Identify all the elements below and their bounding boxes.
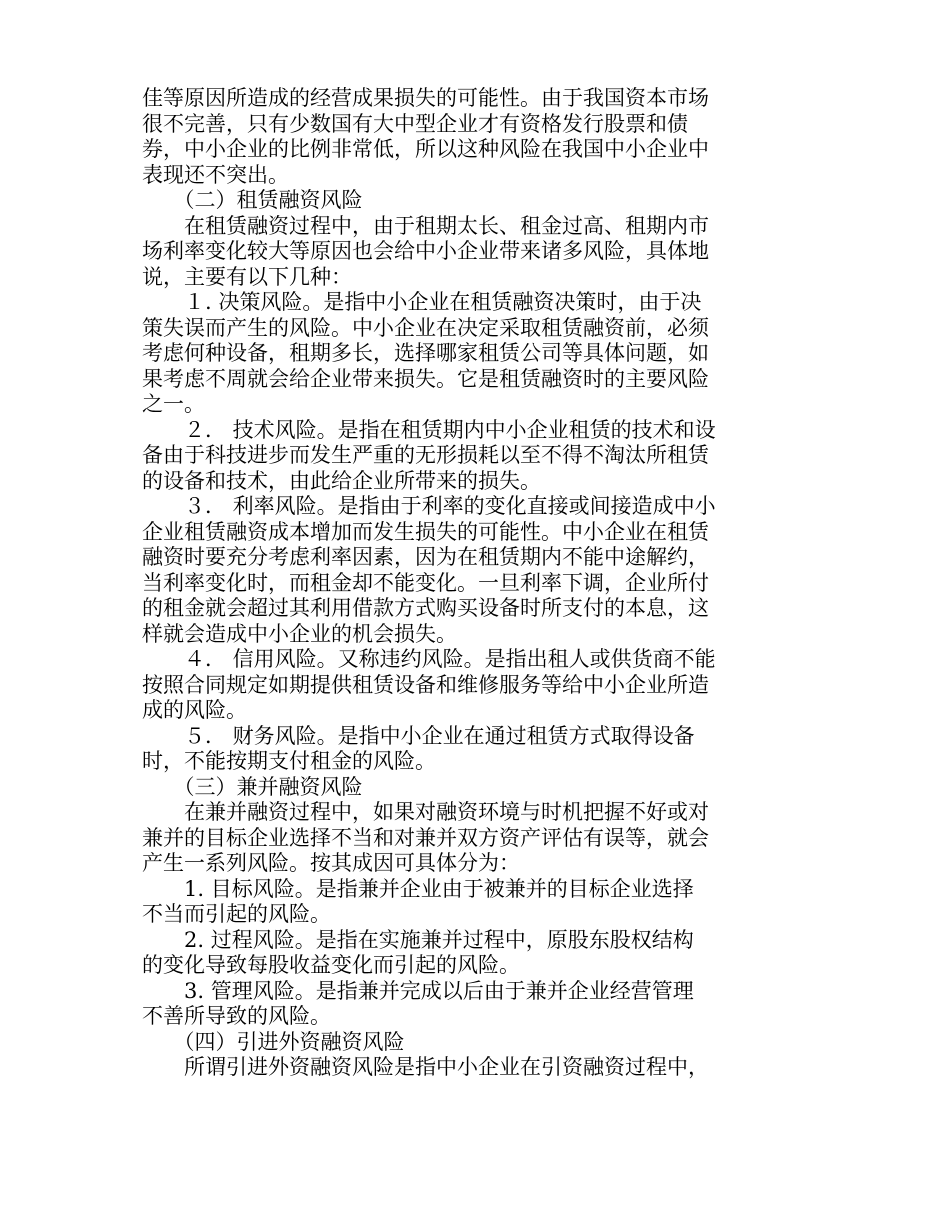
text-line: 券，中小企业的比例非常低，所以这种风险在我国中小企业中 [142, 137, 709, 161]
text-line: 产生一系列风险。按其成因可具体分为： [142, 851, 520, 875]
text-line: 兼并的目标企业选择不当和对兼并双方资产评估有误等，就会 [142, 825, 709, 850]
document-page [142, 86, 742, 1081]
text-line: 融资时要充分考虑利率因素，因为在租赁期内不能中途解约， [142, 545, 709, 569]
text-line: 表现还不突出。 [142, 162, 289, 187]
list-item-decision-risk: １. 决策风险。是指中小企业在租赁融资决策时，由于决 [142, 290, 702, 314]
text-line: 说，主要有以下几种： [142, 264, 352, 289]
text-line: 时，不能按期支付租金的风险。 [142, 749, 436, 773]
text-line: 的租金就会超过其利用借款方式购买设备时所支付的本息，这 [142, 596, 709, 620]
text-line: 的设备和技术，由此给企业所带来的损失。 [142, 468, 541, 493]
list-item-target-risk: 1. 目标风险。是指兼并企业由于被兼并的目标企业选择 [142, 876, 694, 901]
text-line: 考虑何种设备，租期多长，选择哪家租赁公司等具体问题，如 [142, 341, 709, 365]
text-line: 佳等原因所造成的经营成果损失的可能性。由于我国资本市场 [142, 86, 709, 110]
text-line: 不善所导致的风险。 [142, 1004, 331, 1028]
text-line: 很不完善，只有少数国有大中型企业才有资格发行股票和债 [142, 111, 688, 136]
section-heading-2: （二）租赁融资风险 [142, 188, 363, 212]
text-line: 在租赁融资过程中，由于租期太长、租金过高、租期内市 [142, 213, 709, 238]
list-item-management-risk: 3. 管理风险。是指兼并完成以后由于兼并企业经营管理 [142, 978, 694, 1003]
text-line: 场利率变化较大等原因也会给中小企业带来诸多风险，具体地 [142, 239, 709, 263]
text-line: 样就会造成中小企业的机会损失。 [142, 621, 457, 646]
list-item-financial-risk: ５． 财务风险。是指中小企业在通过租赁方式取得设备 [142, 723, 695, 748]
list-item-process-risk: 2. 过程风险。是指在实施兼并过程中，原股东股权结构 [142, 927, 694, 952]
list-item-technology-risk: ２． 技术风险。是指在租赁期内中小企业租赁的技术和设 [142, 417, 716, 442]
list-item-credit-risk: ４． 信用风险。又称违约风险。是指出租人或供货商不能 [142, 647, 716, 671]
section-heading-3: （三）兼并融资风险 [142, 774, 363, 799]
text-line: 备由于科技进步而发生严重的无形损耗以至不得不淘汰所租赁 [142, 443, 709, 467]
text-line: 在兼并融资过程中，如果对融资环境与时机把握不好或对 [142, 800, 709, 824]
section-heading-4: （四）引进外资融资风险 [142, 1029, 405, 1054]
list-item-interest-rate-risk: ３． 利率风险。是指由于利率的变化直接或间接造成中小 [142, 494, 716, 518]
text-line: 的变化导致每股收益变化而引起的风险。 [142, 953, 520, 977]
text-line: 不当而引起的风险。 [142, 902, 331, 926]
text-line: 成的风险。 [142, 698, 247, 722]
text-line: 当利率变化时，而租金却不能变化。一旦利率下调，企业所付 [142, 570, 709, 595]
text-line: 策失误而产生的风险。中小企业在决定采取租赁融资前，必须 [142, 315, 709, 340]
text-line: 果考虑不周就会给企业带来损失。它是租赁融资时的主要风险 [142, 366, 709, 391]
text-line: 所谓引进外资融资风险是指中小企业在引资融资过程中， [142, 1055, 709, 1079]
text-line: 之一。 [142, 392, 205, 416]
text-line: 按照合同规定如期提供租赁设备和维修服务等给中小企业所造 [142, 672, 709, 697]
text-line: 企业租赁融资成本增加而发生损失的可能性。中小企业在租赁 [142, 519, 709, 544]
